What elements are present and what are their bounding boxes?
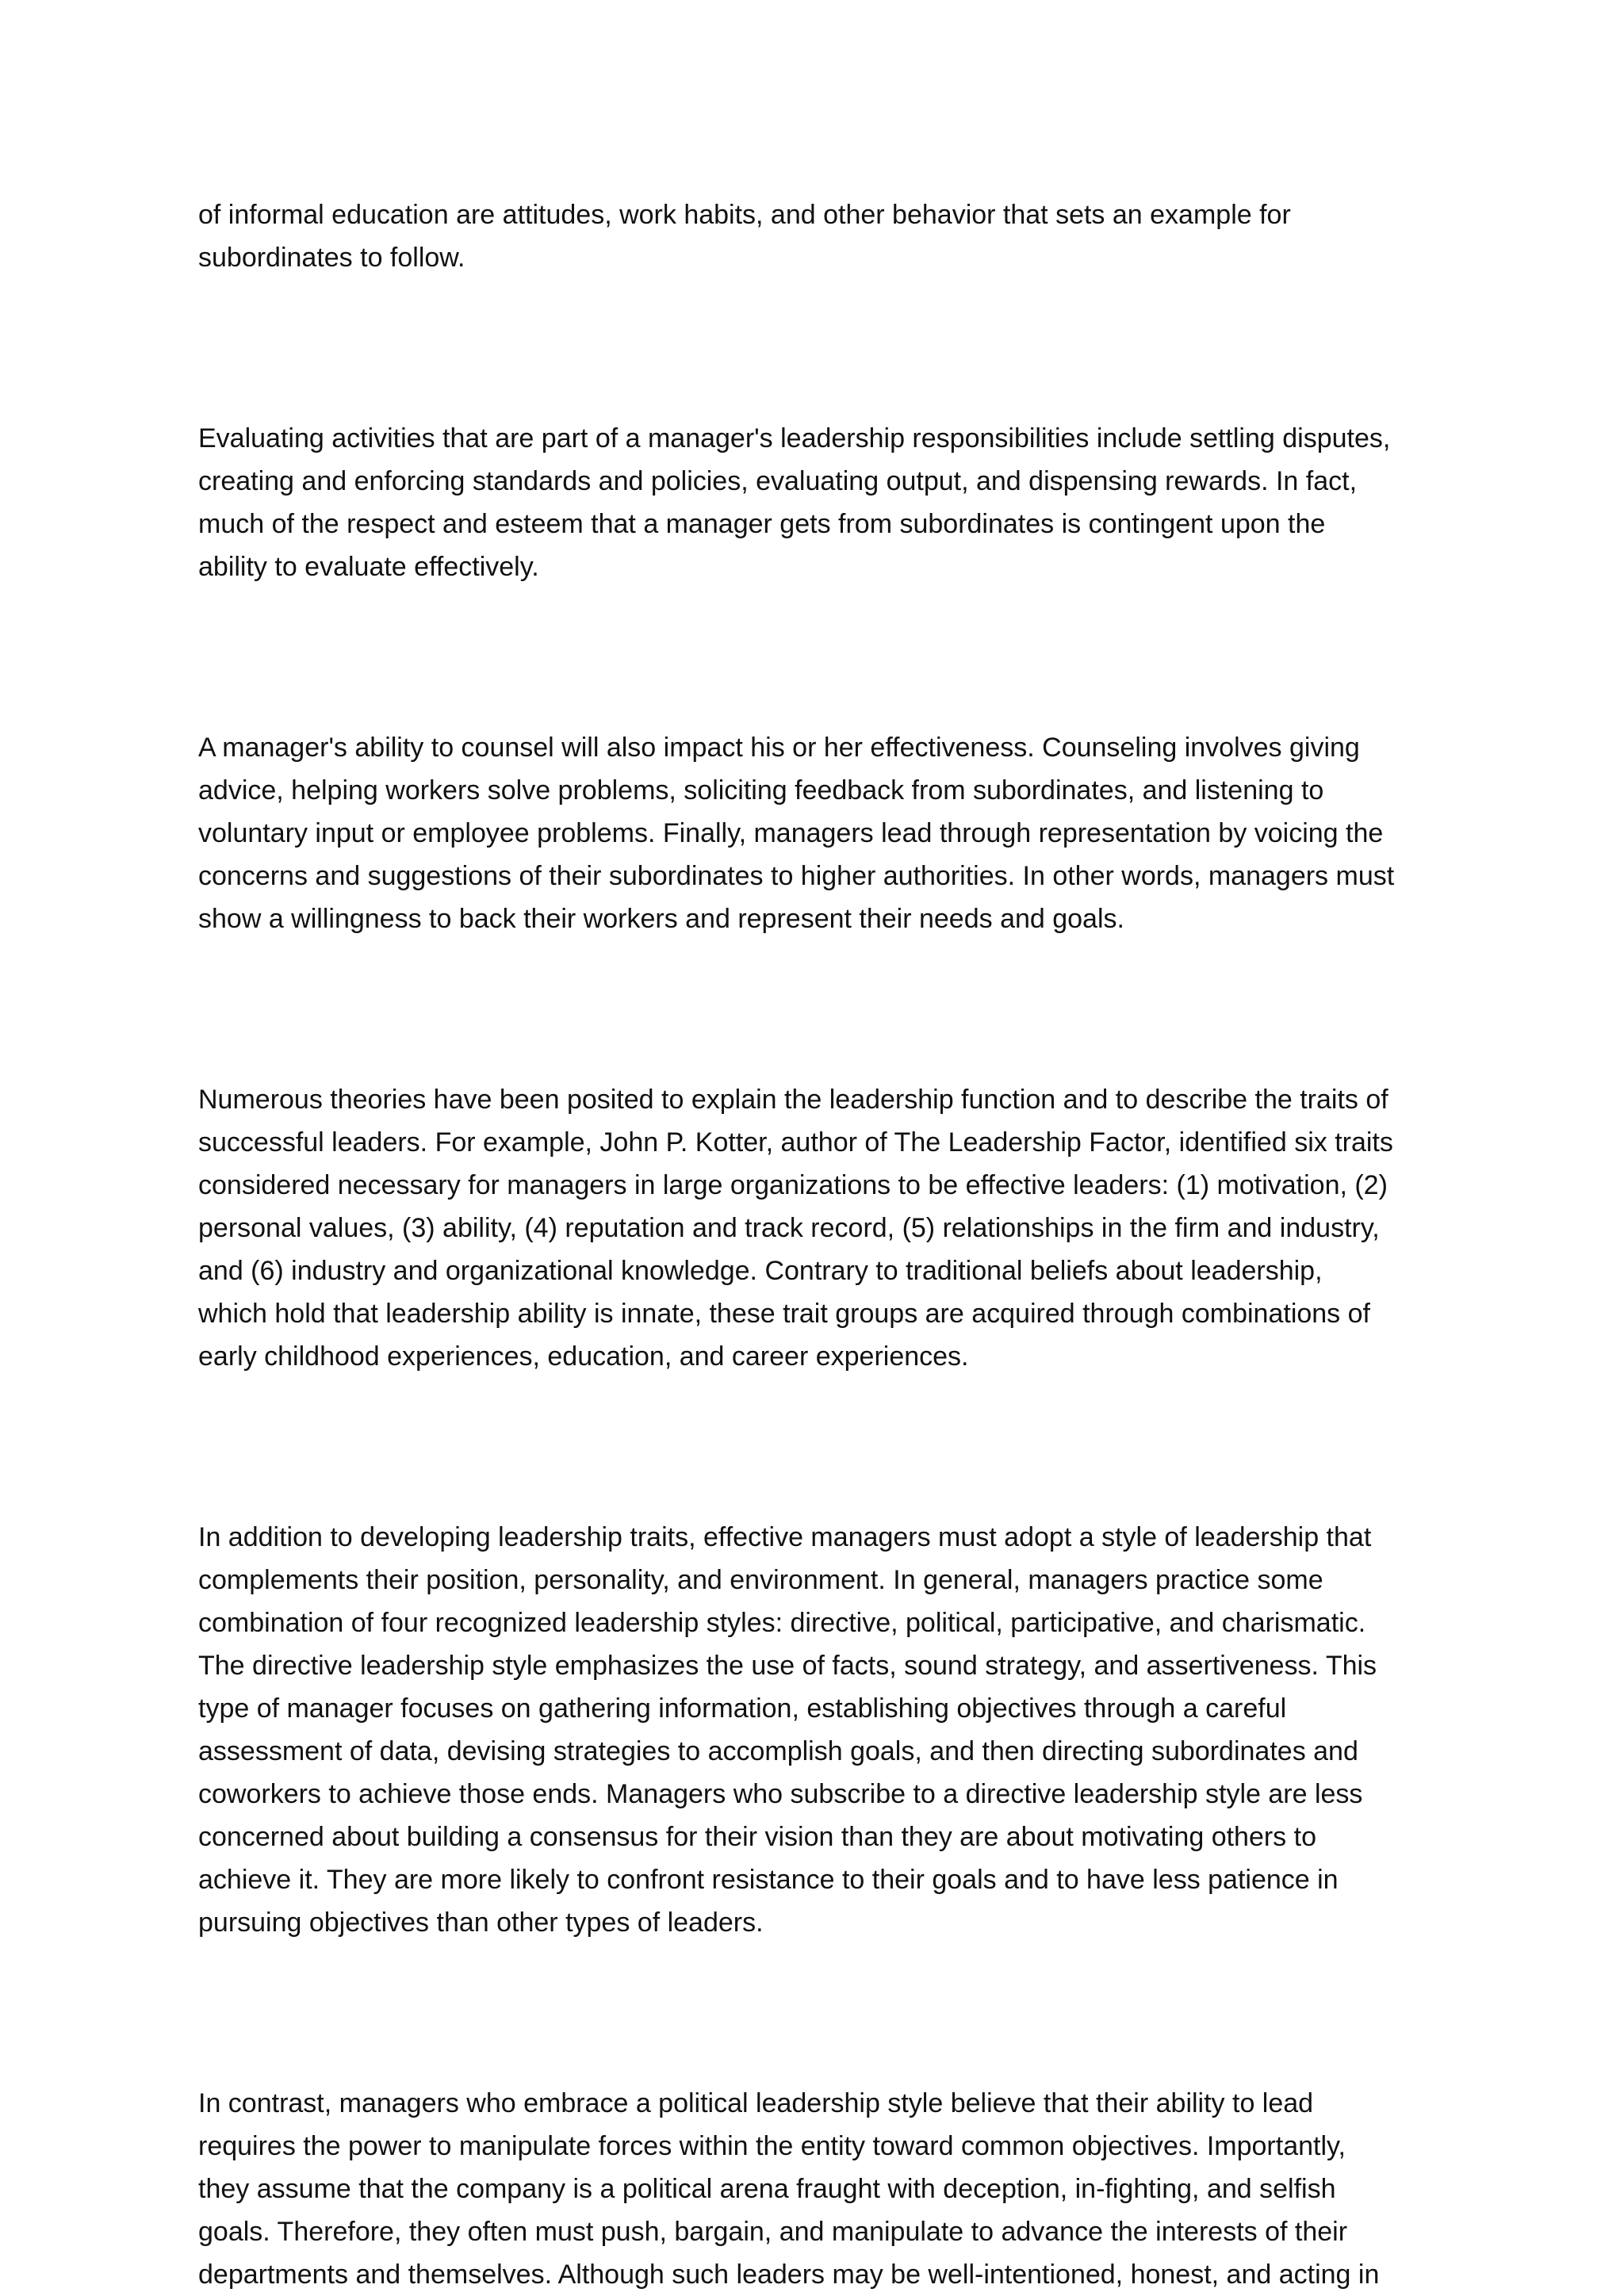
text-line: they assume that the company is a political arena fraught with deception, in-fighting, and selfish <box>198 2174 1336 2204</box>
paragraph-political-style <box>198 2082 1451 2296</box>
text-line: departments and themselves. Although such leaders may be well-intentioned, honest, and acting in <box>198 2260 1380 2290</box>
text-line: early childhood experiences, education, and career experiences. <box>198 1341 969 1372</box>
text-line: advice, helping workers solve problems, soliciting feedback from subordinates, and listening to <box>198 775 1324 806</box>
text-line: goals. Therefore, they often must push, bargain, and manipulate to advance the interests of their <box>198 2217 1348 2247</box>
text-line: coworkers to achieve those ends. Managers who subscribe to a directive leadership style are less <box>198 1779 1363 1809</box>
text-line: Evaluating activities that are part of a manager's leadership responsibilities include settling disputes, <box>198 423 1391 453</box>
paragraph-informal-education <box>198 193 1451 279</box>
paragraph-leadership-styles <box>198 1516 1451 1944</box>
text-line: which hold that leadership ability is innate, these trait groups are acquired through combinations of <box>198 1299 1370 1329</box>
paragraph-evaluating <box>198 417 1451 588</box>
text-line: considered necessary for managers in large organizations to be effective leaders: (1) motivation, (2) <box>198 1170 1388 1200</box>
text-line: of informal education are attitudes, work habits, and other behavior that sets an example for <box>198 200 1291 230</box>
text-line: show a willingness to back their workers and represent their needs and goals. <box>198 904 1124 934</box>
text-line: combination of four recognized leadership styles: directive, political, participative, and charismatic. <box>198 1608 1366 1638</box>
text-line: creating and enforcing standards and policies, evaluating output, and dispensing rewards. In fact, <box>198 466 1358 496</box>
text-line: and (6) industry and organizational knowledge. Contrary to traditional beliefs about leadership, <box>198 1256 1323 1286</box>
text-line: successful leaders. For example, John P. Kotter, author of The Leadership Factor, identified six traits <box>198 1127 1393 1158</box>
text-line: assessment of data, devising strategies to accomplish goals, and then directing subordinates and <box>198 1736 1358 1766</box>
text-line: The directive leadership style emphasizes the use of facts, sound strategy, and assertiveness. This <box>198 1651 1377 1681</box>
text-line: In contrast, managers who embrace a political leadership style believe that their ability to lead <box>198 2088 1314 2118</box>
document-body <box>198 193 1451 2296</box>
text-line: requires the power to manipulate forces within the entity toward common objectives. Importantly, <box>198 2131 1346 2161</box>
text-line: complements their position, personality, and environment. In general, managers practice some <box>198 1565 1323 1595</box>
text-line: pursuing objectives than other types of leaders. <box>198 1908 764 1938</box>
text-line: In addition to developing leadership traits, effective managers must adopt a style of leadership that <box>198 1522 1372 1552</box>
text-line: Numerous theories have been posited to explain the leadership function and to describe the traits of <box>198 1085 1388 1115</box>
text-line: concerns and suggestions of their subordinates to higher authorities. In other words, managers must <box>198 861 1395 891</box>
paragraph-theories <box>198 1078 1451 1378</box>
paragraph-counseling <box>198 726 1451 940</box>
text-line: achieve it. They are more likely to confront resistance to their goals and to have less patience in <box>198 1865 1339 1895</box>
text-line: type of manager focuses on gathering information, establishing objectives through a careful <box>198 1693 1287 1724</box>
text-line: personal values, (3) ability, (4) reputation and track record, (5) relationships in the firm and industry, <box>198 1213 1380 1243</box>
text-line: concerned about building a consensus for their vision than they are about motivating others to <box>198 1822 1316 1852</box>
text-line: voluntary input or employee problems. Finally, managers lead through representation by voicing the <box>198 818 1384 848</box>
text-line: subordinates to follow. <box>198 243 465 273</box>
text-line: A manager's ability to counsel will also impact his or her effectiveness. Counseling involves giving <box>198 733 1360 763</box>
text-line: ability to evaluate effectively. <box>198 552 539 582</box>
text-line: much of the respect and esteem that a manager gets from subordinates is contingent upon the <box>198 509 1326 539</box>
